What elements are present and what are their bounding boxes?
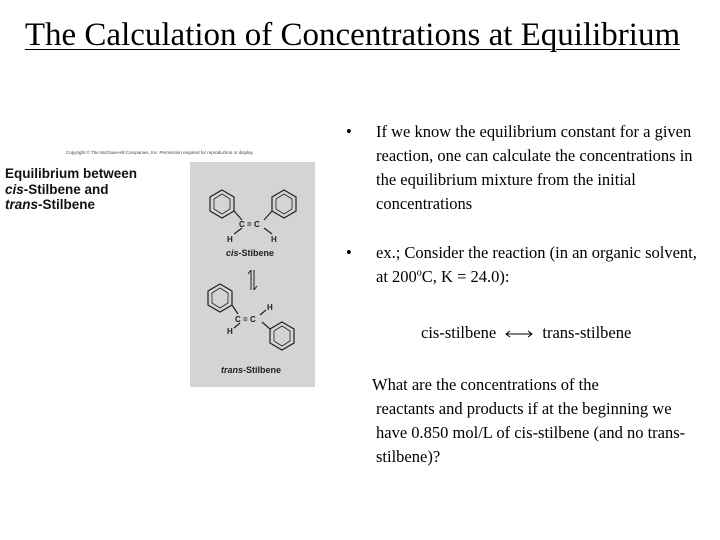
cis-atom-c1: C (239, 220, 245, 229)
figure-heading-line2: -Stilbene and (23, 181, 109, 197)
cis-atom-h-left: H (227, 235, 233, 244)
bullet-marker: • (346, 243, 352, 262)
bullet-item-1 (346, 120, 706, 216)
bullet-text-2-before: ex.; Consider the reaction (in an organic solvent, at 200 (376, 243, 697, 286)
trans-stilbene-label (221, 365, 281, 375)
degree-superscript: o (416, 267, 422, 279)
trans-h-bond-right (260, 310, 266, 315)
trans-atom-h-right: H (267, 303, 273, 312)
cis-label-italic: cis (226, 248, 239, 258)
slide-title (0, 14, 705, 56)
trans-atom-h-left: H (227, 327, 233, 336)
question-rest: reactants and products if at the beginning we have 0.850 mol/L of cis-stilbene (and no trans-stilbene)? (376, 399, 686, 466)
figure-copyright: Copyright © The McGraw-Hill Companies, Inc. Permission required for reproduction or display. (66, 150, 254, 155)
bullet-text-1: If we know the equilibrium constant for a given reaction, one can calculate the concentrations in the equilibrium mixture from the initial concentrations (376, 122, 693, 213)
cis-stilbene-structure (210, 190, 296, 234)
cis-atom-eq: = (247, 220, 252, 229)
slide-title-text: The Calculation of Concentrations at Equilibrium (24, 17, 681, 53)
question-text (372, 373, 702, 469)
bullet-list (346, 120, 706, 289)
cis-left-benzene-inner (214, 194, 230, 214)
figure-heading-line1: Equilibrium between (5, 166, 138, 181)
trans-atom-c1: C (235, 315, 241, 324)
bullet-marker: • (346, 122, 352, 141)
cis-label-rest: -Stibene (238, 248, 275, 258)
trans-left-benzene-inner (212, 288, 228, 308)
question-line1: What are the concentrations of the (372, 375, 599, 394)
trans-atom-eq: = (243, 315, 248, 324)
vertical-equilibrium-arrow-icon (248, 270, 257, 290)
figure-heading-trans: trans (5, 197, 39, 212)
cis-bond-right-ring (264, 211, 272, 220)
trans-atom-c2: C (250, 315, 256, 324)
stilbene-structures-svg (190, 162, 315, 387)
reaction-equation (421, 321, 631, 346)
equation-product: trans-stilbene (542, 323, 632, 342)
trans-label-rest: -Stilbene (243, 365, 282, 375)
trans-bond-right-ring (262, 322, 270, 329)
trans-label-italic: trans (221, 365, 244, 375)
cis-atom-h-right: H (271, 235, 277, 244)
equation-reactant: cis-stilbene (421, 323, 497, 342)
stilbene-figure-panel (190, 162, 315, 387)
bullet-item-2 (346, 241, 706, 289)
cis-h-bond-right (264, 228, 272, 234)
bullet-text-2-after: C, K = 24.0): (421, 267, 510, 286)
figure-heading-cis: cis (5, 181, 24, 197)
figure-heading (5, 166, 185, 213)
trans-bond-left-ring (232, 305, 238, 314)
cis-stilbene-label (226, 248, 274, 258)
equilibrium-arrow-icon (504, 322, 534, 346)
cis-atom-c2: C (254, 220, 260, 229)
cis-right-benzene-inner (276, 194, 292, 214)
trans-right-benzene-inner (274, 326, 290, 346)
cis-bond-left-ring (234, 211, 242, 220)
figure-heading-line3: -Stilbene (38, 197, 96, 212)
